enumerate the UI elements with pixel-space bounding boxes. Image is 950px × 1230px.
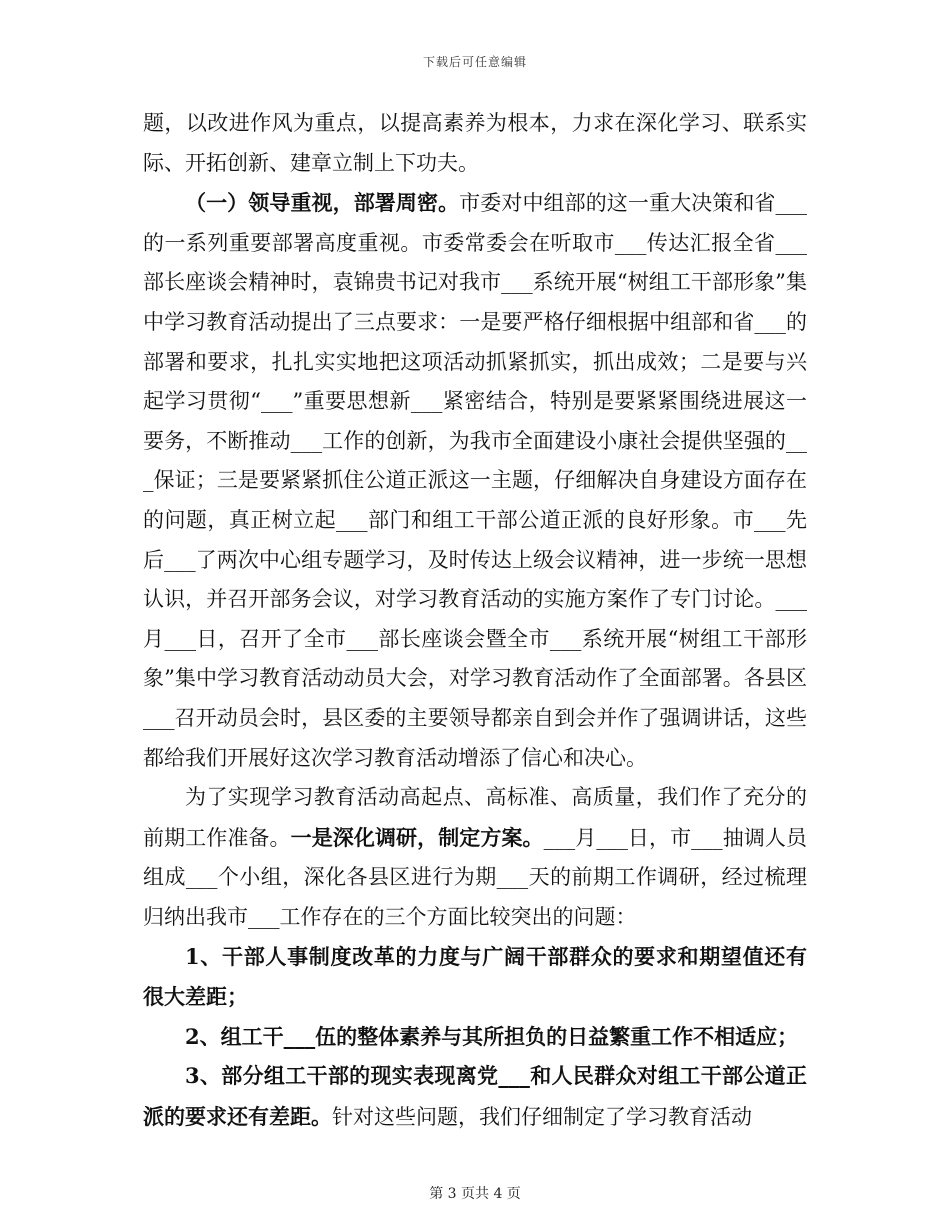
list-item-1: 1、干部人事制度改革的力度与广阔干部群众的要求和期望值还有很大差距； (143, 944, 807, 1010)
document-body (143, 104, 807, 1137)
paragraph-3-text-b: ___月___日，市___抽调人员组成___个小组，深化各县区进行为期___天的前期工作调研，经过梳理归纳出我市___工作存在的三个方面比较突出的问题： (143, 825, 808, 929)
section-heading: （一）领导重视，部署周密。 (185, 190, 460, 216)
list-item-3-text: 针对这些问题，我们仔细制定了学习教育活动 (332, 1104, 752, 1129)
paragraph-2-text: 市委对中组部的这一重大决策和省___的一系列重要部署高度重视。市委常委会在听取市___传达汇报全省___部长座谈会精神时，袁锦贵书记对我市___系统开展“树组工干部形象”集中学习教育活动提出了三点要求：一是要严格仔细根据中组部和省___的部署和要求，扎扎实实地把这项活动抓紧抓实，抓出成效；二是要与兴起学习贯彻“___”重要思想新___紧密结合，特别是要紧紧围绕进展这一要务，不断推动___工作的创新，为我市全面建设小康社会提供坚强的___保证；三是要紧紧抓住公道正派这一主题，仔细解决自身建设方面存在的问题，真正树立起___部门和组工干部公道正派的良好形象。市___先后___了两次中心组专题学习，及时传达上级会议精神，进一步统一思想认识，并召开部务会议，对学习教育活动的实施方案作了专门讨论。___月___日，召开了全市___部长座谈会暨全市___系统开展“树组工干部形象”集中学习教育活动动员大会，对学习教育活动作了全面部署。各县区___召开动员会时，县区委的主要领导都亲自到会并作了强调讲话，这些都给我们开展好这次学习教育活动增添了信心和决心。 (143, 191, 808, 770)
paragraph-1: 题，以改进作风为重点，以提高素养为根本，力求在深化学习、联系实际、开拓创新、建章立制上下功夫。 (143, 111, 807, 175)
page-header-note: 下载后可任意编辑 (422, 55, 527, 69)
list-item-3 (143, 1056, 807, 1137)
page-number: 第 3 页共 4 页 (429, 1186, 521, 1202)
paragraph-3-text-a: 为了实现学习教育活动高起点、高标准、高质量，我们作了充分的前期工作准备。 (143, 785, 807, 850)
list-item-2: 2、组工干___伍的整体素养与其所担负的日益繁重工作不相适应； (185, 1023, 799, 1049)
paragraph-2 (143, 183, 807, 778)
list-item-3-bold: 3、部分组工干部的现实表现离党___和人民群众对组工干部公道正派的要求还有差距。 (143, 1063, 807, 1129)
paragraph-3 (143, 778, 807, 937)
paragraph-3-bold: 一是深化调研，制定方案。 (290, 824, 544, 850)
